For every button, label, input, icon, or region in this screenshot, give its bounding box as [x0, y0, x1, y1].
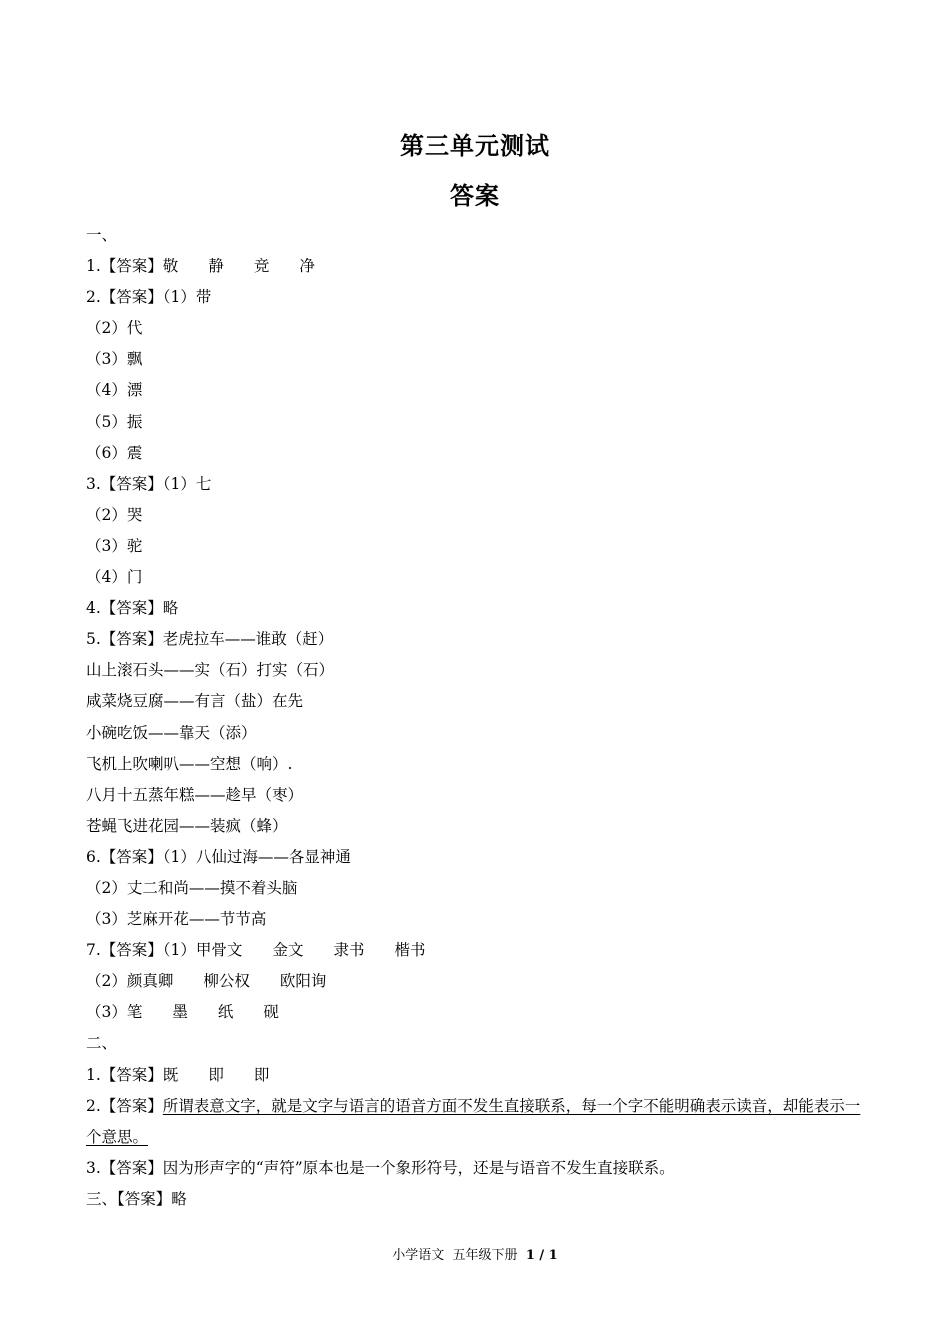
answer-q5-sub: 山上滚石头——实（石）打实（石）: [86, 661, 335, 680]
answer-q7: [86, 935, 866, 966]
answer-q3-sub: （3）驼: [86, 536, 143, 555]
answer-text-underlined: 所谓表意文字，就是文字与语言的语音方面不发生直接联系，每一个字不能明确表示读音，却能表示一个意思。: [86, 1096, 861, 1146]
answer-prefix: （2）: [86, 972, 127, 991]
answer-label: 1.【答案】: [86, 257, 163, 276]
answer-item: 隶书: [333, 941, 365, 960]
answer-item: 金文: [272, 941, 304, 960]
answer-item: 静: [208, 257, 224, 276]
answer-label: 3.【答案】: [86, 1158, 163, 1177]
answer-q3: [86, 469, 866, 500]
answer-item: 砚: [263, 1003, 279, 1022]
answer-label: 1.【答案】: [86, 1065, 163, 1084]
answer-item: （1）七: [162, 474, 212, 493]
answer-item: 欧阳询: [279, 972, 327, 991]
answer-item: 既: [162, 1065, 179, 1084]
section-heading-1: 一、: [86, 226, 118, 244]
answer-label: 7.【答案】: [86, 941, 163, 960]
answer-q6-sub: （2）丈二和尚——摸不着头脑: [86, 878, 298, 897]
answer-content: [86, 220, 866, 1215]
answer-q4: [86, 593, 866, 624]
answer-q2-sub: （2）代: [86, 319, 143, 338]
footer-page-number: 1 / 1: [525, 1248, 558, 1263]
answer-item: 敬: [162, 257, 179, 276]
answer-q5-sub: 八月十五蒸年糕——趁早（枣）: [86, 785, 304, 804]
answer-label: 6.【答案】: [86, 847, 163, 866]
answer-item: 竞: [253, 257, 270, 276]
answer-item: （1）八仙过海——各显神通: [162, 847, 351, 866]
answer-item: 笔: [126, 1003, 143, 1022]
answer-label: 5.【答案】: [86, 630, 163, 649]
answer-q5-sub: 飞机上吹喇叭——空想（响）.: [86, 754, 293, 773]
page-title: 第三单元测试: [400, 132, 550, 160]
answer-q2-sub: （4）漂: [86, 381, 143, 400]
answer-q7-sub: [86, 997, 866, 1028]
answer-item: 即: [208, 1065, 224, 1084]
answer-item: 老虎拉车——谁敢（赶）: [162, 630, 334, 649]
answer-p2q1: [86, 1060, 866, 1091]
answer-q2-sub: （3）飘: [86, 350, 143, 369]
answer-item: 即: [253, 1065, 270, 1084]
section-heading-2: 二、: [86, 1034, 118, 1053]
answer-item: 颜真卿: [126, 972, 174, 991]
answer-q5-sub: 小碗吃饭——靠天（添）: [86, 723, 257, 742]
footer-grade: 五年级下册: [452, 1248, 518, 1263]
answer-q7-sub: [86, 966, 866, 997]
answer-q3-sub: （2）哭: [86, 505, 143, 524]
answer-p2q3: [86, 1153, 866, 1184]
answer-q5-sub: 咸菜烧豆腐——有言（盐）在先: [86, 692, 304, 711]
answer-q1: [86, 251, 866, 282]
answer-q5: [86, 624, 866, 655]
answer-q2-sub: （5）振: [86, 412, 143, 431]
answer-q6: [86, 842, 866, 873]
section-heading-3: 三、【答案】略: [86, 1189, 187, 1208]
answer-label: 2.【答案】: [86, 288, 163, 307]
answer-p2q2: [86, 1091, 866, 1153]
answer-text: 因为形声字的“声符”原本也是一个象形符号，还是与语音不发生直接联系。: [162, 1158, 675, 1177]
answer-label: 2.【答案】: [86, 1096, 163, 1115]
answer-item: 纸: [217, 1003, 234, 1022]
answer-q3-sub: （4）门: [86, 568, 143, 587]
page-subtitle: 答案: [450, 182, 500, 210]
answer-text: 略: [162, 599, 179, 618]
answer-prefix: （3）: [86, 1003, 127, 1022]
page-footer: [0, 1244, 950, 1263]
answer-q2-sub: （6）震: [86, 443, 143, 462]
answer-item: 甲骨文: [195, 941, 243, 960]
answer-label: 3.【答案】: [86, 474, 163, 493]
answer-item: 楷书: [394, 941, 426, 960]
answer-item: （1）带: [162, 288, 212, 307]
answer-label: 4.【答案】: [86, 599, 163, 618]
answer-item: 净: [299, 257, 315, 276]
answer-q6-sub: （3）芝麻开花——节节高: [86, 910, 267, 929]
answer-q5-sub: 苍蝇飞进花园——装疯（蜂）: [86, 816, 288, 835]
footer-subject: 小学语文: [392, 1248, 445, 1263]
answer-item: 墨: [172, 1003, 188, 1022]
answer-prefix: （1）: [162, 941, 196, 960]
answer-item: 柳公权: [203, 972, 250, 991]
answer-q2: [86, 282, 866, 313]
